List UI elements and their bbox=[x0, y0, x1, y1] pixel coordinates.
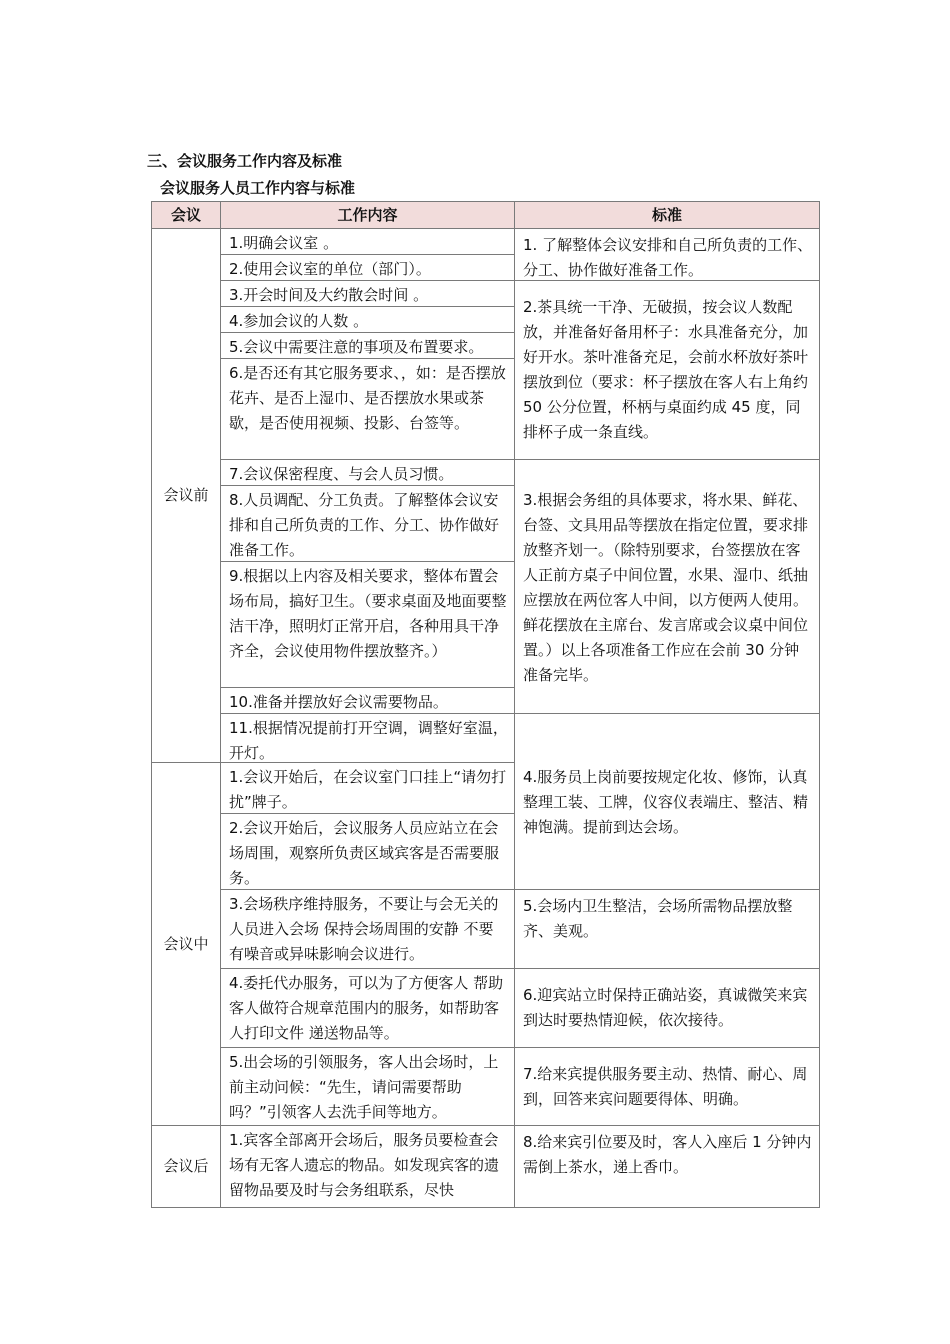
content-row: 3.会场秩序维持服务，不要让与会无关的人员进入会场 保持会场周围的安静 不要有噪音或异味影响会议进行。 bbox=[220, 889, 515, 969]
content-row: 5.会议中需要注意的事项及布置要求。 bbox=[220, 332, 515, 359]
content-row: 11.根据情况提前打开空调，调整好室温，开灯。 bbox=[220, 713, 515, 763]
content-row: 7.会议保密程度、与会人员习惯。 bbox=[220, 459, 515, 486]
standard-row: 1. 了解整体会议安排和自己所负责的工作、分工、协作做好准备工作。 bbox=[514, 228, 820, 281]
content-row: 4.参加会议的人数 。 bbox=[220, 306, 515, 333]
header-content: 工作内容 bbox=[220, 201, 515, 229]
standard-row: 6.迎宾站立时保持正确站姿，真诚微笑来宾到达时要热情迎候，依次接待。 bbox=[514, 968, 820, 1048]
content-row: 10.准备并摆放好会议需要物品。 bbox=[220, 687, 515, 714]
section-title: 三、会议服务工作内容及标准 bbox=[147, 152, 343, 170]
standard-row: 7.给来宾提供服务要主动、热情、耐心、周到，回答来宾问题要得体、明确。 bbox=[514, 1047, 820, 1126]
standard-row: 5.会场内卫生整洁，会场所需物品摆放整齐、美观。 bbox=[514, 889, 820, 969]
content-row: 2.使用会议室的单位（部门）。 bbox=[220, 254, 515, 281]
content-row: 9.根据以上内容及相关要求，整体布置会场布局，搞好卫生。（要求桌面及地面要整洁干净，照明灯正常开启，各种用具干净齐全，会议使用物件摆放整齐。） bbox=[220, 561, 515, 688]
standard-row: 4.服务员上岗前要按规定化妆、修饰，认真整理工装、工牌，仪容仪表端庄、整洁、精神饱满。提前到达会场。 bbox=[514, 713, 820, 890]
content-row: 2.会议开始后，会议服务人员应站立在会场周围，观察所负责区域宾客是否需要服务。 bbox=[220, 813, 515, 890]
standard-row: 2.茶具统一干净、无破损，按会议人数配放，并准备好备用杯子：水具准备充分，加好开水。茶叶准备充足，会前水杯放好茶叶摆放到位（要求：杯子摆放在客人右上角约 50 公分位置，杯柄与桌面约成 45 度，同排杯子成一条直线。 bbox=[514, 280, 820, 460]
phase-after: 会议后 bbox=[151, 1125, 221, 1208]
content-row: 4.委托代办服务，可以为了方便客人 帮助客人做符合规章范围内的服务，如帮助客人打印文件 递送物品等。 bbox=[220, 968, 515, 1048]
table-title: 会议服务人员工作内容与标准 bbox=[160, 179, 356, 197]
content-row: 1.明确会议室 。 bbox=[220, 228, 515, 255]
content-row: 8.人员调配、分工负责。了解整体会议安排和自己所负责的工作、分工、协作做好准备工作。 bbox=[220, 485, 515, 562]
content-row: 5.出会场的引领服务，客人出会场时，上前主动问候：“先生，请问需要帮助吗？”引领客人去洗手间等地方。 bbox=[220, 1047, 515, 1126]
standard-row: 3.根据会务组的具体要求，将水果、鲜花、台签、文具用品等摆放在指定位置，要求排放整齐划一。（除特别要求，台签摆放在客人正前方桌子中间位置，水果、湿巾、纸抽应摆放在两位客人中间，以方便两人使用。鲜花摆放在主席台、发言席或会议桌中间位置。）以上各项准备工作应在会前 30 分钟准备完毕。 bbox=[514, 459, 820, 714]
content-row: 6.是否还有其它服务要求、，如：是否摆放花卉、是否上湿巾、是否摆放水果或茶歇，是否使用视频、投影、台签等。 bbox=[220, 358, 515, 460]
content-row: 3.开会时间及大约散会时间 。 bbox=[220, 280, 515, 307]
content-row: 1.会议开始后，在会议室门口挂上“请勿打扰”牌子。 bbox=[220, 762, 515, 814]
header-phase: 会议 bbox=[151, 201, 221, 229]
content-row: 1.宾客全部离开会场后，服务员要检查会场有无客人遗忘的物品。如发现宾客的遗留物品要及时与会务组联系，尽快 bbox=[220, 1125, 515, 1208]
standard-row: 8.给来宾引位要及时，客人入座后 1 分钟内需倒上茶水，递上香巾。 bbox=[514, 1125, 820, 1208]
phase-before: 会议前 bbox=[151, 228, 221, 763]
header-standard: 标准 bbox=[514, 201, 820, 229]
phase-during: 会议中 bbox=[151, 762, 221, 1126]
